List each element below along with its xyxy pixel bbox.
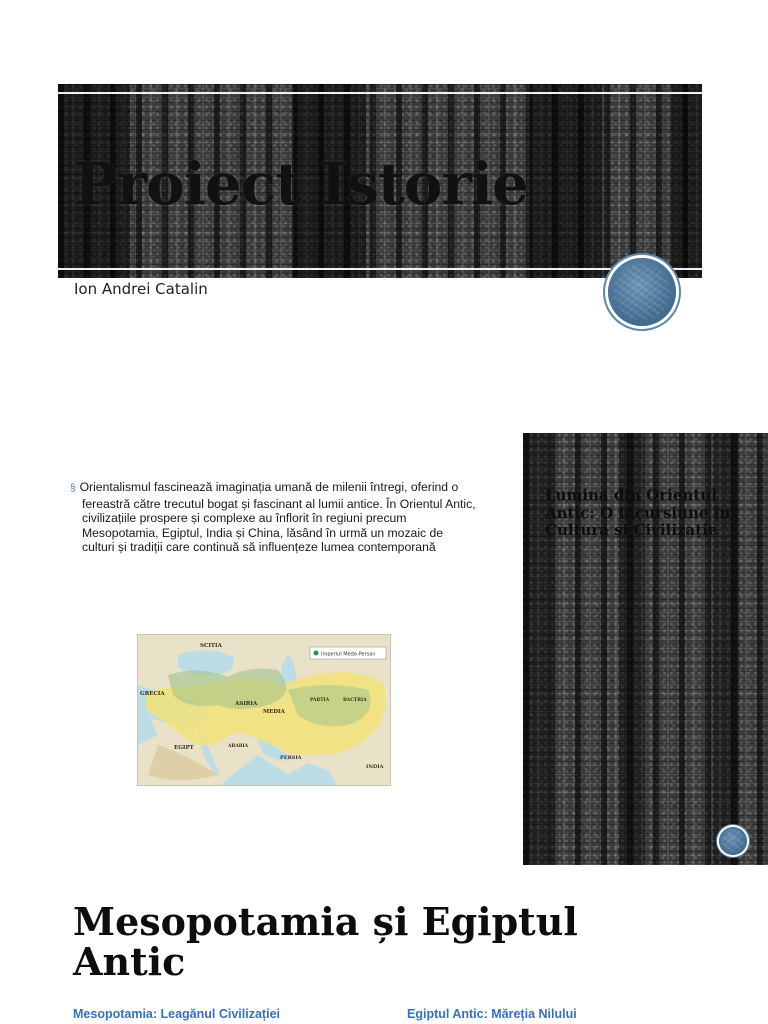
map-label: INDIA: [366, 764, 384, 770]
map-legend: Imperiul Medo-Persan: [321, 651, 376, 658]
author-name: Ion Andrei Catalin: [74, 280, 208, 298]
column-heading-mesopotamia: Mesopotamia: Leagănul Civilizației: [73, 1007, 280, 1021]
section-panel: [523, 433, 768, 865]
medallion-icon: [719, 827, 747, 855]
map-label: SCITIA: [200, 643, 222, 649]
intro-bullet: [58, 480, 478, 555]
medallion-icon: [608, 258, 676, 326]
presentation-title: Proiect Istorie: [74, 150, 528, 218]
bullet-marker-icon: §: [70, 483, 76, 494]
empire-map: [137, 634, 391, 786]
title-banner: [58, 84, 702, 278]
map-label: PARTIA: [310, 698, 330, 703]
map-graphic: [138, 635, 391, 786]
map-label: PERSIA: [280, 755, 302, 761]
panel-title: Lumina din Orientul Antic: O incursiune în Cultura și Civilizație: [545, 486, 731, 539]
map-label: GRECIA: [140, 691, 165, 697]
map-label: ARABIA: [228, 744, 249, 749]
intro-bullet-text: Orientalismul fascinează imaginația umană de milenii întregi, oferind o fereastră către trecutul bogat și fascinant al lumii antice. În Orientul Antic, civilizațiile prospere și complexe au înflorit în regiuni precum Mesopotamia, Egiptul, India și China, lăsând în urmă un mozaic de culturi și tradiții care continuă să influențeze lumea contemporană: [79, 480, 476, 555]
map-label: BACTRIA: [343, 698, 367, 703]
map-label: MEDIA: [263, 709, 285, 715]
map-label: ASIRIA: [235, 701, 258, 707]
section-title: Mesopotamia și Egiptul Antic: [73, 899, 578, 984]
map-label: EGIPT: [174, 745, 194, 751]
column-heading-egipt: Egiptul Antic: Măreția Nilului: [407, 1007, 577, 1021]
